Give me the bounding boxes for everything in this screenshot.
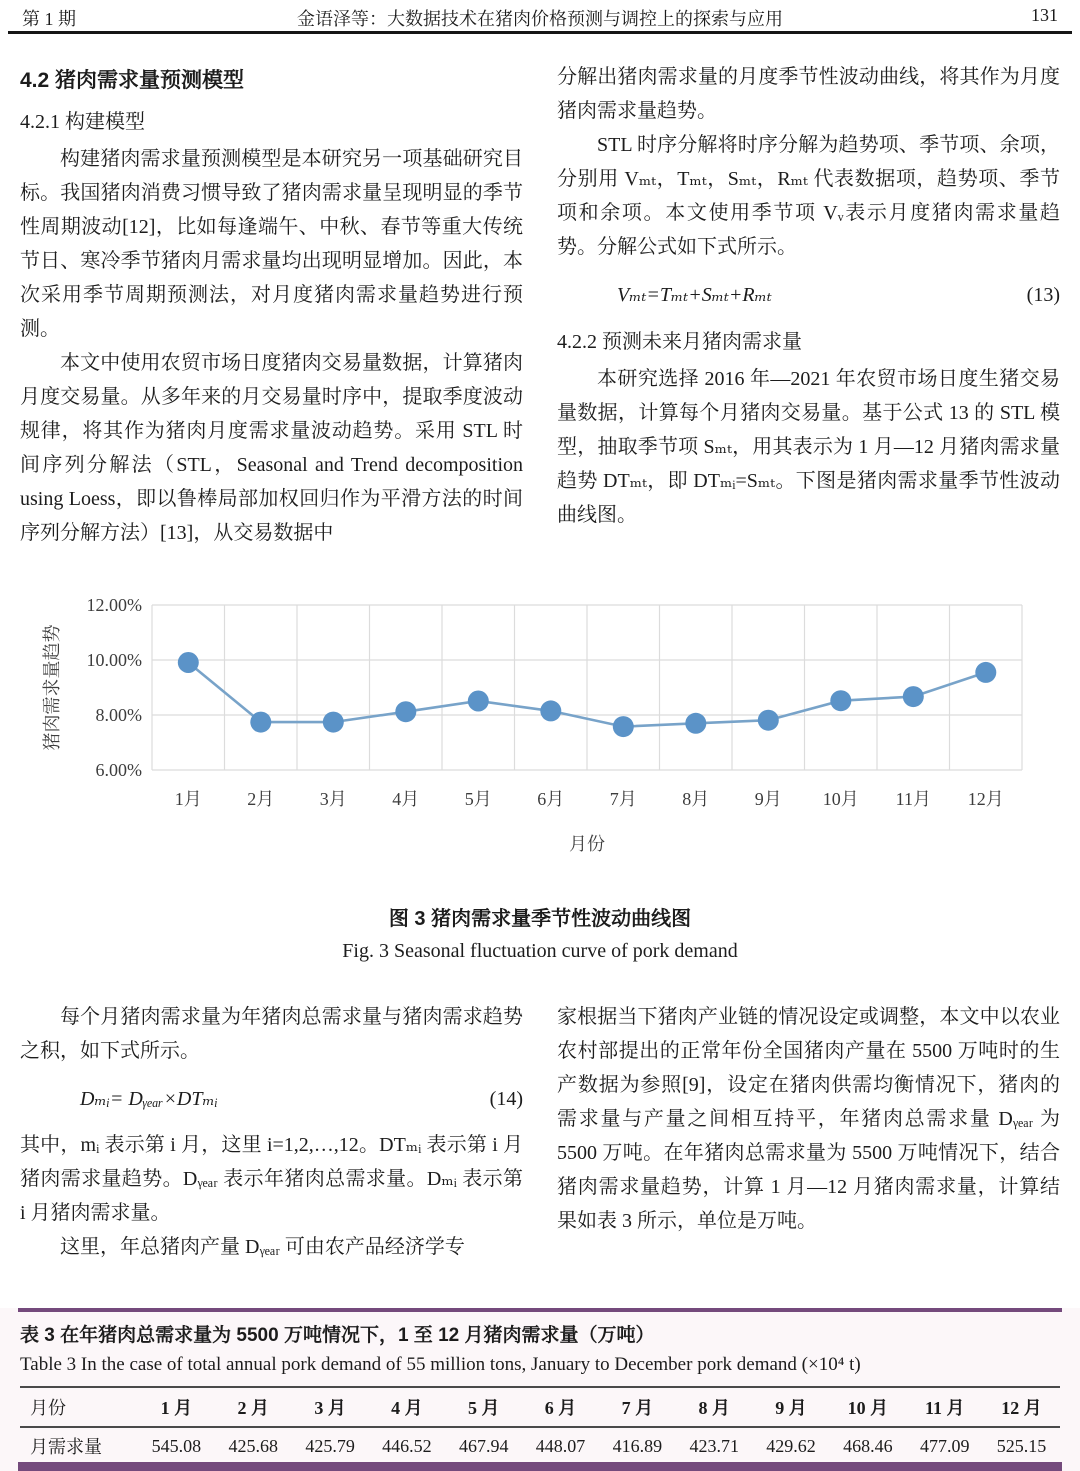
- data-point: [178, 652, 199, 673]
- section-heading-4-2-1: 4.2.1 构建模型: [20, 111, 145, 133]
- figure-caption-zh: 图 3 猪肉需求量季节性波动曲线图: [388, 908, 692, 930]
- section-heading-4-2-2: 4.2.2 预测未来月猪肉需求量: [557, 331, 802, 353]
- table-cell: 448.07: [535, 1435, 586, 1456]
- table-3-section: [0, 1308, 1080, 1471]
- equation-14: [20, 1082, 523, 1116]
- paragraph: 每个月猪肉需求量为年猪肉总需求量与猪肉需求趋势之积，如下式所示。: [20, 1006, 523, 1062]
- table-cell: 423.71: [689, 1435, 739, 1456]
- column-top-right: [557, 60, 1060, 532]
- x-tick-label: 2月: [247, 789, 275, 809]
- equation-13-body: Vₘₜ=Tₘₜ+Sₘₜ+Rₘₜ: [617, 284, 772, 306]
- table-caption-en: Table 3 In the case of total annual pork demand of 55 million tons, January to December pork demand (×10⁴ t): [20, 1354, 861, 1375]
- table-header-cell: 12 月: [983, 1387, 1060, 1427]
- table-cell: 416.89: [612, 1435, 663, 1456]
- header-rule: [8, 31, 1072, 34]
- data-point: [685, 713, 706, 734]
- data-point: [395, 701, 416, 722]
- header-issue: 第 1 期: [22, 9, 76, 29]
- table-header-cell: 7 月: [599, 1387, 676, 1427]
- x-tick-label: 8月: [682, 789, 710, 809]
- data-point: [975, 662, 996, 683]
- x-tick-label: 11月: [895, 789, 931, 809]
- table-header-cell: 8 月: [676, 1387, 753, 1427]
- paragraph: 构建猪肉需求量预测模型是本研究另一项基础研究目标。我国猪肉消费习惯导致了猪肉需求量呈现明显的季节性周期波动[12]，比如每逢端午、中秋、春节等重大传统节日、寒冷季节猪肉月需求量均出现明显增加。因此，本次采用季节周期预测法，对月度猪肉需求量趋势进行预测。: [20, 148, 523, 340]
- paragraph: 其中，mᵢ 表示第 i 月，这里 i=1,2,…,12。DTₘᵢ 表示第 i 月猪肉需求量趋势。Dᵧₑₐᵣ 表示年猪肉总需求量。Dₘᵢ 表示第 i 月猪肉需求量。: [20, 1134, 523, 1224]
- equation-13: [557, 278, 1060, 312]
- table-caption-zh: 表 3 在年猪肉总需求量为 5500 万吨情况下，1 至 12 月猪肉需求量（万吨）: [20, 1325, 655, 1346]
- equation-13-number: (13): [1026, 284, 1060, 306]
- table-header-cell: 2 月: [215, 1387, 292, 1427]
- paragraph: 家根据当下猪肉产业链的情况设定或调整，本文中以农业农村部提出的正常年份全国猪肉产量在 5500 万吨时的生产数据为参照[9]，设定在猪肉供需均衡情况下，猪肉的需求量与产量之间相互持平，年猪肉总需求量 Dᵧₑₐᵣ 为 5500 万吨。在年猪肉总需求量为 5500 万吨情况下，结合猪肉需求量趋势，计算 1 月—12 月猪肉需求量，计算结果如表 3 所示，单位是万吨。: [557, 1006, 1060, 1232]
- table-row-label: 月需求量: [30, 1437, 102, 1457]
- running-header: [8, 5, 1072, 29]
- table-header-cell: 5 月: [445, 1387, 522, 1427]
- table-header-cell: 9 月: [753, 1387, 830, 1427]
- paragraph: 本研究选择 2016 年—2021 年农贸市场日度生猪交易量数据，计算每个月猪肉交易量。基于公式 13 的 STL 模型，抽取季节项 Sₘₜ，用其表示为 1 月—12 月猪肉需求量趋势 DTₘₜ，即 DTₘᵢ=Sₘₜ。下图是猪肉需求量季节性波动曲线图。: [557, 368, 1060, 526]
- y-tick-label: 6.00%: [95, 760, 142, 780]
- equation-14-body: Dₘᵢ= Dᵧₑₐᵣ×DTₘᵢ: [80, 1088, 218, 1110]
- table-cell: 525.15: [996, 1435, 1047, 1456]
- table-cell: 545.08: [151, 1435, 202, 1456]
- table-cell: 467.94: [458, 1435, 509, 1456]
- column-top-left: [20, 60, 523, 550]
- data-point: [250, 712, 271, 733]
- data-point: [758, 710, 779, 731]
- column-bottom-right: [557, 1000, 1060, 1238]
- x-tick-label: 5月: [464, 789, 492, 809]
- x-tick-label: 4月: [392, 789, 420, 809]
- data-point: [323, 712, 344, 733]
- table-header-cell: 1 月: [138, 1387, 215, 1427]
- table-cell: 446.52: [382, 1435, 432, 1456]
- x-axis-title: 月份: [569, 834, 605, 854]
- data-point: [613, 716, 634, 737]
- chart-canvas: [0, 572, 1080, 872]
- data-point: [903, 686, 924, 707]
- table-header-cell: 3 月: [292, 1387, 369, 1427]
- table-top-rule: [18, 1308, 1062, 1312]
- header-running-title: 金语泽等：大数据技术在猪肉价格预测与调控上的探索与应用: [297, 9, 783, 29]
- x-tick-label: 1月: [174, 789, 202, 809]
- x-tick-label: 12月: [967, 789, 1004, 809]
- table-bottom-rule: [18, 1462, 1062, 1471]
- table-cell: 425.68: [228, 1435, 278, 1456]
- paragraph: 分解出猪肉需求量的月度季节性波动曲线，将其作为月度猪肉需求量趋势。: [557, 66, 1060, 122]
- paragraph: STL 时序分解将时序分解为趋势项、季节项、余项，分别用 Vₘₜ，Tₘₜ，Sₘₜ，Rₘₜ 代表数据项，趋势项、季节项和余项。本文使用季节项 Vᵥ表示月度猪肉需求量趋势。分解公式如下式所示。: [557, 134, 1060, 258]
- x-tick-label: 3月: [319, 789, 347, 809]
- column-bottom-left: [20, 1000, 523, 1264]
- x-tick-label: 10月: [822, 789, 859, 809]
- y-tick-label: 8.00%: [95, 705, 142, 725]
- y-axis-title: 猪肉需求量趋势: [42, 624, 62, 751]
- monthly-demand-table: [20, 1386, 1060, 1464]
- table-cell: 429.62: [766, 1435, 816, 1456]
- paragraph: 这里，年总猪肉产量 Dᵧₑₐᵣ 可由农产品经济学专: [60, 1236, 465, 1258]
- table-cell: 477.09: [919, 1435, 970, 1456]
- y-tick-label: 10.00%: [86, 650, 142, 670]
- table-header-cell: 6 月: [522, 1387, 599, 1427]
- x-tick-label: 6月: [537, 789, 565, 809]
- table-header-cell: 4 月: [368, 1387, 445, 1427]
- table-header-cell: 10 月: [829, 1387, 906, 1427]
- header-page-number: 131: [1031, 5, 1058, 25]
- table-header-cell: 月份: [20, 1387, 138, 1427]
- table-header-row: [20, 1387, 1060, 1427]
- section-heading-4-2: 4.2 猪肉需求量预测模型: [20, 69, 245, 92]
- data-point: [830, 690, 851, 711]
- y-tick-label: 12.00%: [86, 595, 142, 615]
- table-header-cell: 11 月: [906, 1387, 983, 1427]
- data-point: [540, 700, 561, 721]
- table-cell: 468.46: [843, 1435, 893, 1456]
- table-row: [20, 1427, 1060, 1464]
- data-point: [468, 691, 489, 712]
- table-cell: 425.79: [305, 1435, 355, 1456]
- equation-14-number: (14): [489, 1088, 523, 1110]
- figure-caption-en: Fig. 3 Seasonal fluctuation curve of pork demand: [342, 940, 738, 962]
- demand-trend-line-chart: [0, 572, 1080, 872]
- x-tick-label: 9月: [754, 789, 782, 809]
- paragraph: 本文中使用农贸市场日度猪肉交易量数据，计算猪肉月度交易量。从多年来的月交易量时序中，提取季度波动规律，将其作为猪肉月度需求量波动趋势。采用 STL 时间序列分解法（STL，Seasonal and Trend decomposition using Loess，即以鲁棒局部加权回归作为平滑方法的时间序列分解方法）[13]，从交易数据中: [20, 352, 523, 544]
- x-tick-label: 7月: [609, 789, 637, 809]
